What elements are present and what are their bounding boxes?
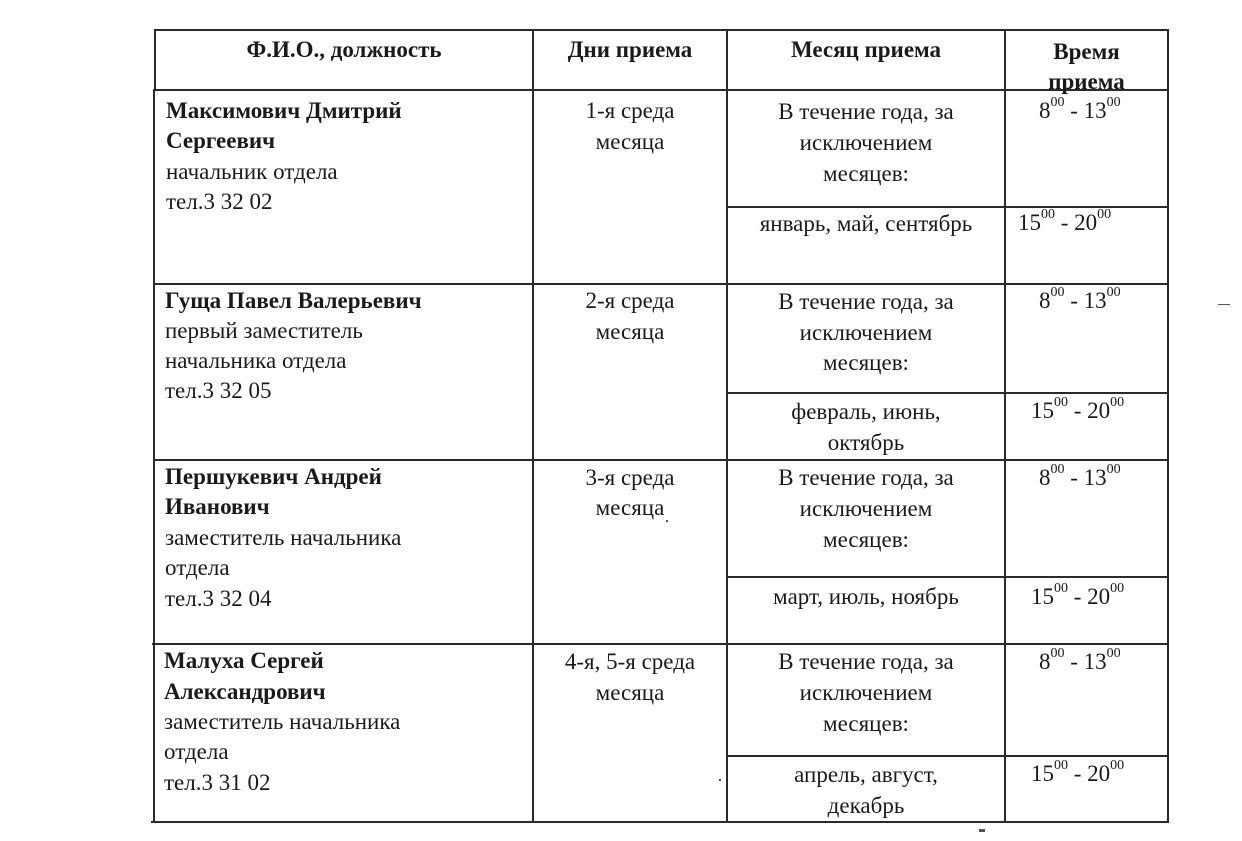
table-top-border xyxy=(155,29,1169,31)
time-hour-start: 15 xyxy=(1031,398,1054,423)
time-minute-end: 00 xyxy=(1106,95,1121,111)
time-minute-end: 00 xyxy=(1110,395,1125,411)
row4-month-b-line1: апрель, август, xyxy=(794,762,938,787)
scan-speck xyxy=(719,779,721,781)
row1-month-a-line2: исключением xyxy=(799,130,933,155)
scan-speck xyxy=(979,829,985,832)
row3-position-line1: заместитель начальника xyxy=(165,525,402,550)
header-col-month: Месяц приема xyxy=(790,37,942,62)
header-col-time-line1: Время xyxy=(1053,39,1120,64)
time-hour-start: 15 xyxy=(1031,761,1054,786)
time-minute-start: 00 xyxy=(1054,581,1068,597)
row4-subrow-border xyxy=(726,755,1169,757)
row3-name-line2: Иванович xyxy=(165,494,270,519)
time-hour-end: 20 xyxy=(1074,210,1098,235)
table-right-border xyxy=(1167,29,1169,823)
row1-month-a-line1: В течение года, за xyxy=(778,99,954,124)
time-hour-end: 20 xyxy=(1087,761,1111,786)
time-hour-start: 8 xyxy=(1039,98,1051,123)
col4-left-border xyxy=(1004,29,1006,823)
time-hour-end: 20 xyxy=(1087,398,1111,423)
row2-position-line2: начальника отдела xyxy=(165,348,347,373)
row4-day-line1: 4-я, 5-я среда xyxy=(564,649,696,674)
time-minute-start: 00 xyxy=(1050,95,1065,111)
time-hour-start: 8 xyxy=(1039,465,1051,490)
row4-month-a-line1: В течение года, за xyxy=(778,649,954,674)
row2-bottom-border xyxy=(153,459,1169,461)
header-col-days: Дни приема xyxy=(567,37,693,62)
row2-month-a-line2: исключением xyxy=(799,320,933,345)
row1-day-line2: месяца xyxy=(595,129,665,154)
time-separator: - xyxy=(1064,465,1084,490)
row4-month-a-line2: исключением xyxy=(799,680,933,705)
row3-time-a xyxy=(1039,463,1121,493)
time-separator: - xyxy=(1068,398,1088,423)
time-hour-end: 20 xyxy=(1087,584,1111,609)
time-minute-end: 00 xyxy=(1106,285,1121,301)
row2-phone: тел.3 32 05 xyxy=(165,378,272,403)
header-col-name: Ф.И.О., должность xyxy=(246,37,442,62)
row2-time-a xyxy=(1039,286,1121,316)
row4-phone: тел.3 31 02 xyxy=(164,770,271,795)
row4-time-a xyxy=(1039,647,1121,677)
table-left-border-2 xyxy=(153,89,155,823)
time-hour-start: 15 xyxy=(1031,584,1054,609)
time-minute-start: 00 xyxy=(1050,285,1065,301)
row3-time-b xyxy=(1031,582,1124,612)
table-bottom-border xyxy=(151,821,1168,823)
scan-speck xyxy=(666,520,668,522)
row3-day-line1: 3-я среда xyxy=(585,465,675,490)
row4-name-line2: Александрович xyxy=(164,679,326,704)
row3-subrow-border xyxy=(726,576,1169,578)
row4-time-b xyxy=(1031,759,1124,789)
row3-month-a-line2: исключением xyxy=(799,496,933,521)
time-hour-end: 13 xyxy=(1083,98,1107,123)
time-separator: - xyxy=(1068,584,1088,609)
time-hour-start: 8 xyxy=(1039,288,1051,313)
row1-position: начальник отдела xyxy=(166,159,338,184)
time-minute-end: 00 xyxy=(1110,758,1125,774)
row2-day-line2: месяца xyxy=(595,319,665,344)
row1-time-b xyxy=(1018,208,1111,238)
time-hour-start: 15 xyxy=(1018,210,1041,235)
scan-speck xyxy=(1218,304,1230,305)
time-hour-end: 13 xyxy=(1083,465,1107,490)
time-separator: - xyxy=(1055,210,1075,235)
time-minute-start: 00 xyxy=(1050,462,1065,478)
time-minute-end: 00 xyxy=(1110,581,1125,597)
row1-day-line1: 1-я среда xyxy=(585,98,675,123)
row1-month-a-line3: месяцев: xyxy=(823,161,909,186)
row2-position-line1: первый заместитель xyxy=(165,318,363,343)
header-col-time-line2: приема xyxy=(1048,69,1125,94)
time-minute-start: 00 xyxy=(1054,395,1068,411)
row3-day-line2: месяца xyxy=(595,495,665,520)
row3-month-b-line1: март, июль, ноябрь xyxy=(773,584,959,609)
row2-name-line1: Гуща Павел Валерьевич xyxy=(165,288,422,313)
row2-day-line1: 2-я среда xyxy=(585,288,675,313)
row2-time-b xyxy=(1031,396,1124,426)
row1-time-a xyxy=(1039,96,1121,126)
row4-position-line2: отдела xyxy=(164,739,229,764)
row4-month-a-line3: месяцев: xyxy=(823,711,909,736)
row1-name-line2: Сергеевич xyxy=(166,128,276,153)
row1-phone: тел.3 32 02 xyxy=(166,189,273,214)
row4-position-line1: заместитель начальника xyxy=(164,709,401,734)
time-minute-start: 00 xyxy=(1054,758,1068,774)
row2-month-a-line1: В течение года, за xyxy=(778,289,954,314)
time-separator: - xyxy=(1064,98,1084,123)
row4-day-line2: месяца xyxy=(595,680,665,705)
time-separator: - xyxy=(1064,649,1084,674)
time-separator: - xyxy=(1064,288,1084,313)
row2-month-b-line2: октябрь xyxy=(827,430,905,455)
row1-month-b-line1: январь, май, сентябрь xyxy=(759,211,973,236)
time-hour-end: 13 xyxy=(1083,649,1107,674)
time-hour-start: 8 xyxy=(1039,649,1051,674)
row4-month-b-line2: декабрь xyxy=(827,793,905,818)
time-hour-end: 13 xyxy=(1083,288,1107,313)
row4-name-line1: Малуха Сергей xyxy=(164,648,324,673)
row3-position-line2: отдела xyxy=(165,555,230,580)
time-minute-end: 00 xyxy=(1097,207,1112,223)
row2-month-b-line1: февраль, июнь, xyxy=(791,399,941,424)
row1-name-line1: Максимович Дмитрий xyxy=(166,98,402,123)
time-minute-start: 00 xyxy=(1050,646,1065,662)
time-separator: - xyxy=(1068,761,1088,786)
row3-bottom-border xyxy=(152,643,1168,645)
row3-month-a-line3: месяцев: xyxy=(823,527,909,552)
time-minute-end: 00 xyxy=(1106,462,1121,478)
row2-month-a-line3: месяцев: xyxy=(823,350,909,375)
row3-phone: тел.3 32 04 xyxy=(165,586,272,611)
row3-name-line1: Першукевич Андрей xyxy=(165,464,382,489)
row2-subrow-border xyxy=(726,392,1169,394)
row1-bottom-border xyxy=(154,283,1169,285)
row3-month-a-line1: В течение года, за xyxy=(778,465,954,490)
time-minute-start: 00 xyxy=(1041,207,1055,223)
time-minute-end: 00 xyxy=(1106,646,1121,662)
